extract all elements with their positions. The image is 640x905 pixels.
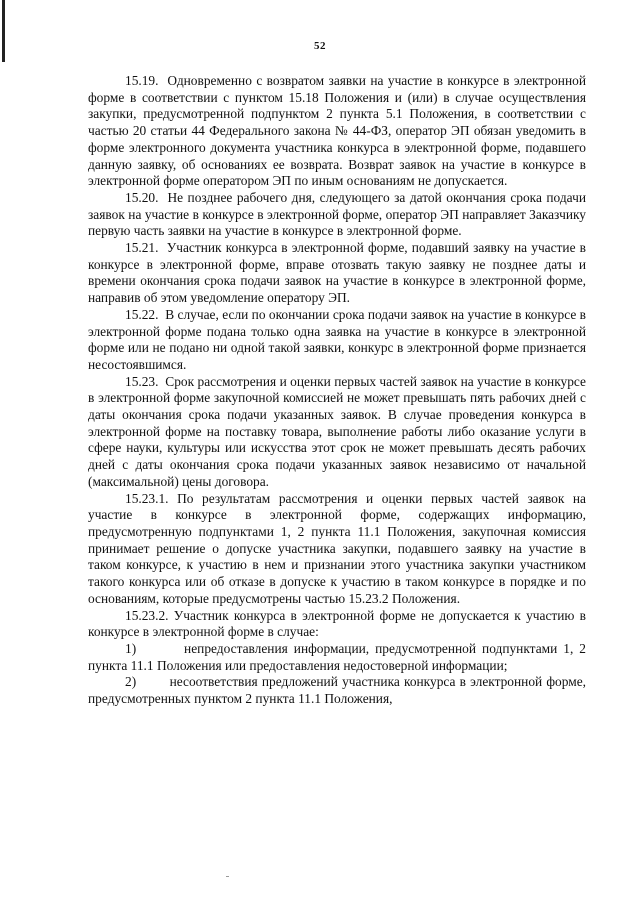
paragraph-15-21: 15.21. Участник конкурса в электронной форме, подавший заявку на участие в конкурсе в электронной форме, вправе отозвать такую заявку не позднее даты и времени окончания срока подачи заявок на участие в конкурсе в электронной форме, направив об этом уведомление оператору ЭП. [88,240,586,306]
page-number: 52 [314,40,326,52]
list-item-1: 1) непредоставления информации, предусмотренной подпунктами 1, 2 пункта 11.1 Положения или предоставления недостоверной информации; [88,640,586,673]
scan-edge-mark [2,0,5,62]
paragraph-15-20: 15.20. Не позднее рабочего дня, следующего за датой окончания срока подачи заявок на участие в конкурсе в электронной форме, оператор ЭП направляет Заказчику первую часть заявки на участие в конкурсе в электронной форме. [88,189,586,239]
paragraph-15-23-2: 15.23.2. Участник конкурса в электронной форме не допускается к участию в конкурсе в электронной форме в случае: [88,607,586,640]
paragraph-15-22: 15.22. В случае, если по окончании срока подачи заявок на участие в конкурсе в электронной форме подана только одна заявка на участие в конкурсе в электронной форме или не подано ни одной такой заявки, конкурс в электронной форме признается несостоявшимся. [88,306,586,372]
paragraph-15-23: 15.23. Срок рассмотрения и оценки первых частей заявок на участие в конкурсе в электронной форме закупочной комиссией не может превышать пять рабочих дней с даты окончания срока подачи указанных заявок. В случае проведения конкурса в электронной форме на поставку товара, выполнение работы либо оказание услуги в сфере науки, культуры или искусства этот срок не может превышать десять рабочих дней с даты окончания срока подачи указанных заявок независимо от начальной (максимальной) цены договора. [88,373,586,489]
paragraph-15-19: 15.19. Одновременно с возвратом заявки на участие в конкурсе в электронной форме в соответствии с пунктом 15.18 Положения и (или) в случае осуществления закупки, предусмотренной подпунктом 2 пункта 5.1 Положения, в соответствии с частью 20 статьи 44 Федерального закона № 44-ФЗ, оператор ЭП обязан уведомить в форме электронного документа участника конкурса в электронной форме, подавшего данную заявку, об основаниях ее возврата. Возврат заявок на участие в конкурсе в электронной форме оператором ЭП по иным основаниям не допускается. [88,73,586,189]
paragraph-15-23-1: 15.23.1. По результатам рассмотрения и оценки первых частей заявок на участие в конкурсе в электронной форме, содержащих информацию, предусмотренную подпунктами 1, 2 пункта 11.1 Положения, закупочная комиссия принимает решение о допуске участника закупки, подавшего заявку на участие в таком конкурсе, к участию в нем и признании этого участника закупки участником такого конкурса или об отказе в допуске к участию в таком конкурсе в порядке и по основаниям, которые предусмотрены частью 15.23.2 Положения. [88,490,586,606]
scan-dot-mark [226,876,229,877]
list-item-2: 2) несоответствия предложений участника конкурса в электронной форме, предусмотренных пунктом 2 пункта 11.1 Положения, [88,674,586,707]
document-body [88,73,586,708]
